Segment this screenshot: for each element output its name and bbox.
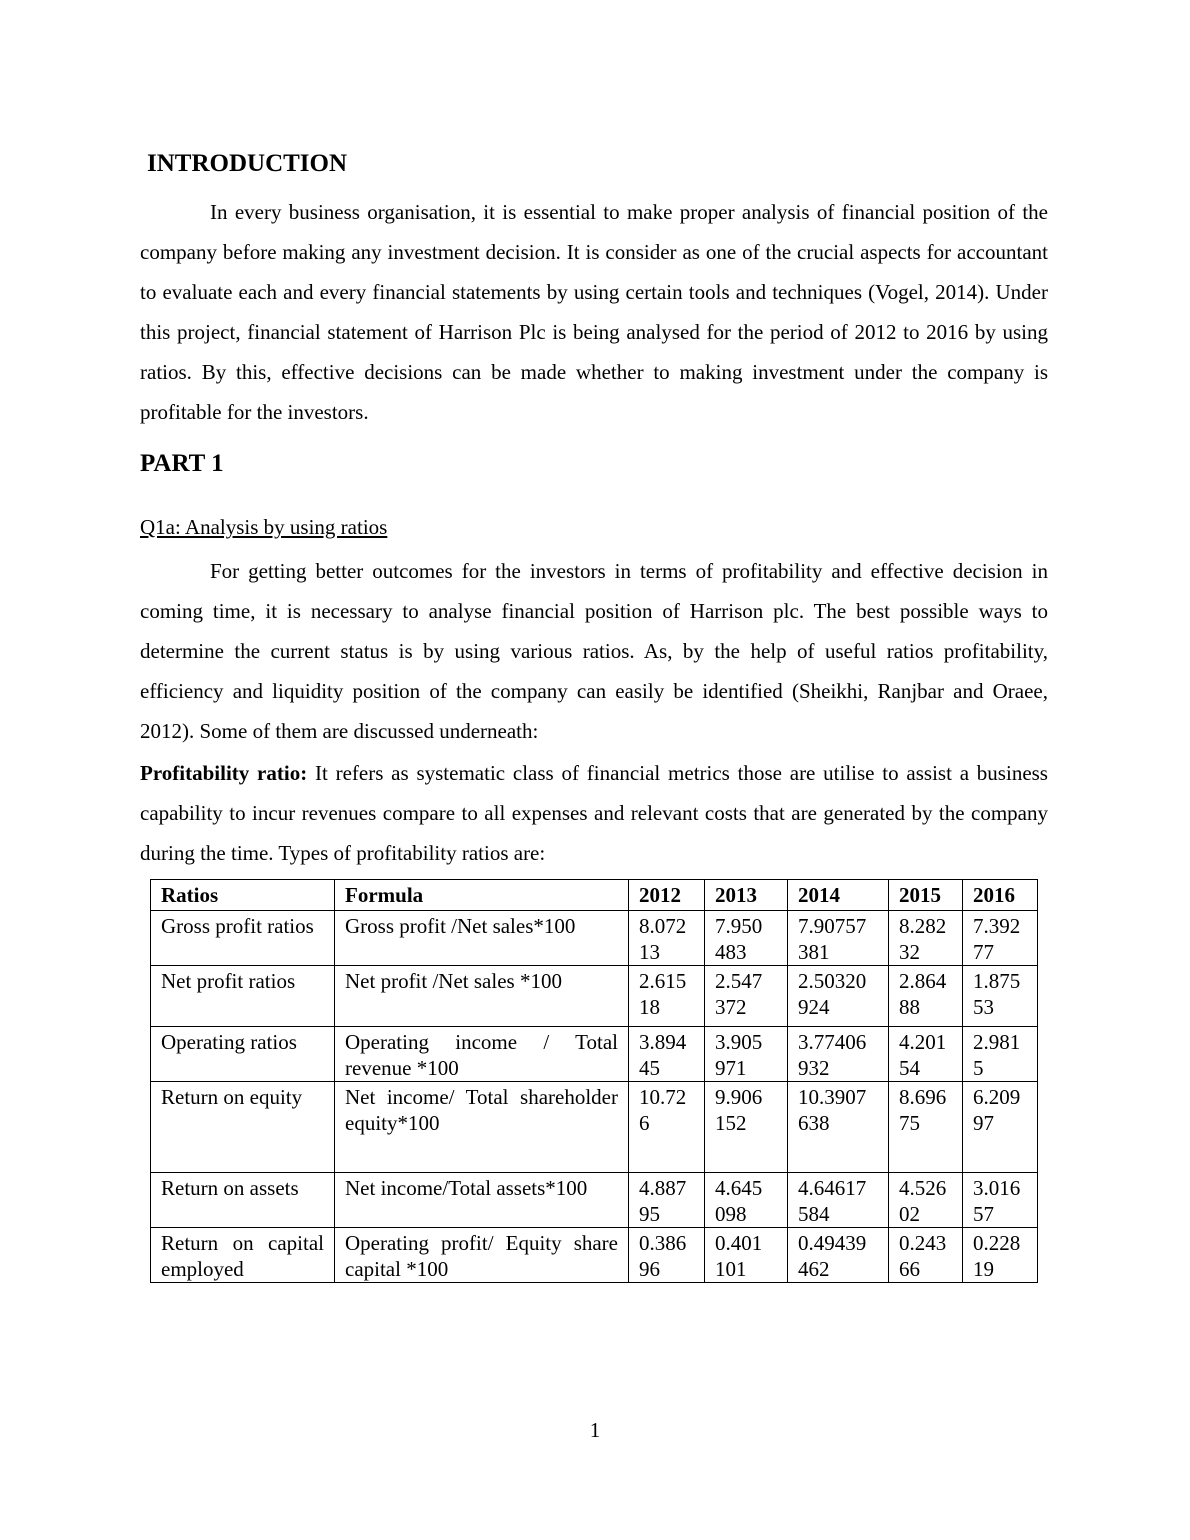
value-2014: 4.64617584 xyxy=(788,1173,889,1228)
value-2012: 10.726 xyxy=(629,1082,705,1173)
value-2012: 0.38696 xyxy=(629,1228,705,1283)
ratio-formula: Net profit /Net sales *100 xyxy=(335,966,629,1027)
ratios-paragraph: For getting better outcomes for the investors in terms of profitability and effective decision in coming time, it is necessary to analyse financial position of Harrison plc. The best possible ways to determine the current status is by using various ratios. As, by the help of useful ratios profitability, efficiency and liquidity position of the company can easily be identified (Sheikhi, Ranjbar and Oraee, 2012). Some of them are discussed underneath: xyxy=(140,559,1048,743)
ratio-formula: Gross profit /Net sales*100 xyxy=(335,911,629,966)
value-2012: 4.88795 xyxy=(629,1173,705,1228)
value-2016: 6.20997 xyxy=(963,1082,1038,1173)
value-2013: 3.905971 xyxy=(705,1027,788,1082)
ratio-formula: Net income/Total assets*100 xyxy=(335,1173,629,1228)
value-2013: 0.401101 xyxy=(705,1228,788,1283)
value-2015: 2.86488 xyxy=(889,966,963,1027)
ratio-name: Return on capital employed xyxy=(151,1228,335,1283)
table-row xyxy=(151,1173,1038,1228)
introduction-paragraph: In every business organisation, it is essential to make proper analysis of financial position of the company before making any investment decision. It is consider as one of the crucial aspects for accountant to evaluate each and every financial statements by using certain tools and techniques (Vogel, 2014). Under this project, financial statement of Harrison Plc is being analysed for the period of 2012 to 2016 by using ratios. By this, effective decisions can be made whether to making investment under the company is profitable for the investors. xyxy=(140,200,1048,424)
ratio-formula: Operating profit/ Equity share capital *100 xyxy=(335,1228,629,1283)
ratio-name: Operating ratios xyxy=(151,1027,335,1082)
table-header-row xyxy=(151,880,1038,911)
value-2016: 0.22819 xyxy=(963,1228,1038,1283)
value-2015: 8.69675 xyxy=(889,1082,963,1173)
table-row xyxy=(151,1228,1038,1283)
value-2013: 4.645098 xyxy=(705,1173,788,1228)
table-row xyxy=(151,1027,1038,1082)
table-row xyxy=(151,911,1038,966)
profitability-label: Profitability ratio: xyxy=(140,761,308,785)
value-2015: 4.52602 xyxy=(889,1173,963,1228)
ratio-name: Return on assets xyxy=(151,1173,335,1228)
value-2014: 7.90757381 xyxy=(788,911,889,966)
header-2014: 2014 xyxy=(788,880,889,911)
part1-heading: PART 1 xyxy=(140,450,224,477)
header-2013: 2013 xyxy=(705,880,788,911)
profitability-paragraph xyxy=(140,753,1048,873)
value-2014: 3.77406932 xyxy=(788,1027,889,1082)
value-2012: 2.61518 xyxy=(629,966,705,1027)
page-number: 1 xyxy=(589,1418,601,1442)
q1a-subheading: Q1a: Analysis by using ratios xyxy=(140,515,388,539)
header-2012: 2012 xyxy=(629,880,705,911)
value-2012: 3.89445 xyxy=(629,1027,705,1082)
value-2015: 4.20154 xyxy=(889,1027,963,1082)
ratio-name: Return on equity xyxy=(151,1082,335,1173)
value-2014: 10.3907638 xyxy=(788,1082,889,1173)
value-2013: 7.950483 xyxy=(705,911,788,966)
value-2014: 2.50320924 xyxy=(788,966,889,1027)
introduction-heading: INTRODUCTION xyxy=(147,150,348,177)
ratio-name: Gross profit ratios xyxy=(151,911,335,966)
value-2014: 0.49439462 xyxy=(788,1228,889,1283)
value-2015: 8.28232 xyxy=(889,911,963,966)
value-2016: 3.01657 xyxy=(963,1173,1038,1228)
value-2016: 2.9815 xyxy=(963,1027,1038,1082)
table-row xyxy=(151,966,1038,1027)
value-2012: 8.07213 xyxy=(629,911,705,966)
header-ratios: Ratios xyxy=(151,880,335,911)
profitability-ratios-table xyxy=(150,879,1038,1283)
value-2016: 1.87553 xyxy=(963,966,1038,1027)
value-2015: 0.24366 xyxy=(889,1228,963,1283)
header-2016: 2016 xyxy=(963,880,1038,911)
value-2013: 2.547372 xyxy=(705,966,788,1027)
ratio-name: Net profit ratios xyxy=(151,966,335,1027)
value-2013: 9.906152 xyxy=(705,1082,788,1173)
ratio-formula: Net income/ Total shareholder equity*100 xyxy=(335,1082,629,1173)
table-row xyxy=(151,1082,1038,1173)
value-2016: 7.39277 xyxy=(963,911,1038,966)
profitability-text: It refers as systematic class of financial metrics those are utilise to assist a business capability to incur revenues compare to all expenses and relevant costs that are generated by the company during the time. Types of profitability ratios are: xyxy=(140,761,1048,865)
ratio-formula: Operating income / Total revenue *100 xyxy=(335,1027,629,1082)
header-formula: Formula xyxy=(335,880,629,911)
header-2015: 2015 xyxy=(889,880,963,911)
